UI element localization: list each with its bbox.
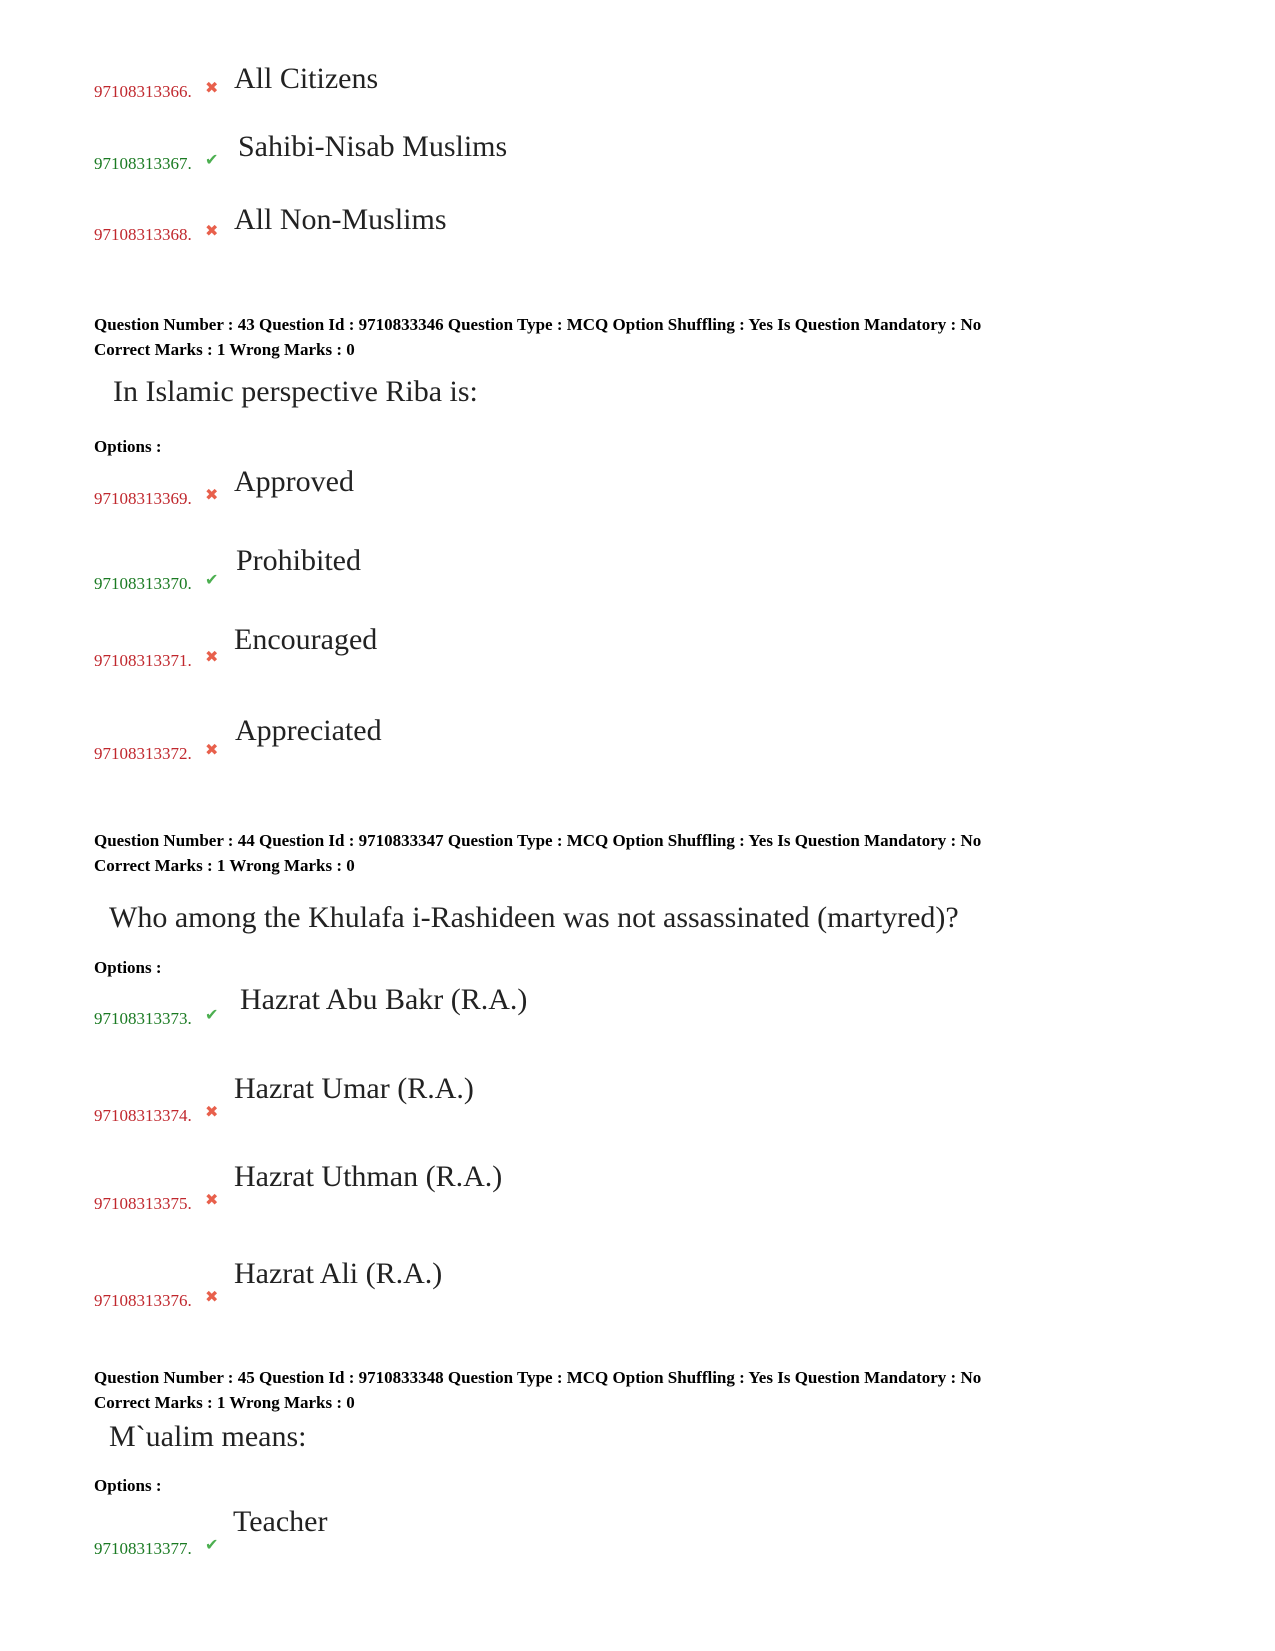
question-marks-line: Correct Marks : 1 Wrong Marks : 0 xyxy=(94,1393,355,1412)
cross-icon: ✖ xyxy=(205,1287,219,1306)
option-id: 97108313373. xyxy=(94,1009,192,1028)
question-header xyxy=(94,1365,1194,1415)
cross-icon: ✖ xyxy=(205,1190,219,1209)
cross-icon: ✖ xyxy=(205,740,219,759)
check-icon: ✔ xyxy=(205,1005,219,1024)
question-header xyxy=(94,828,1194,878)
option-text: Encouraged xyxy=(234,623,378,656)
option-id: 97108313377. xyxy=(94,1539,192,1558)
option-id: 97108313374. xyxy=(94,1106,192,1125)
option-id: 97108313371. xyxy=(94,651,192,670)
option-row xyxy=(94,1072,794,1132)
option-row xyxy=(94,1257,794,1317)
option-text: Hazrat Umar (R.A.) xyxy=(234,1072,474,1105)
option-id: 97108313375. xyxy=(94,1194,192,1213)
option-text: Hazrat Abu Bakr (R.A.) xyxy=(240,983,528,1016)
option-row xyxy=(94,1160,794,1220)
option-row xyxy=(94,714,794,774)
options-label: Options : xyxy=(94,437,162,456)
check-icon: ✔ xyxy=(205,1535,219,1554)
question-meta-line: Question Number : 45 Question Id : 9710833348 Question Type : MCQ Option Shuffling : Yes Is Question Mandatory : No xyxy=(94,1368,982,1387)
option-text: Sahibi-Nisab Muslims xyxy=(238,130,508,163)
option-row xyxy=(94,623,794,683)
option-id: 97108313376. xyxy=(94,1291,192,1310)
option-row xyxy=(94,62,794,122)
question-meta-line: Question Number : 43 Question Id : 9710833346 Question Type : MCQ Option Shuffling : Yes Is Question Mandatory : No xyxy=(94,315,982,334)
option-text: Teacher xyxy=(233,1505,328,1538)
option-row xyxy=(94,983,794,1043)
options-label: Options : xyxy=(94,1476,162,1495)
options-label: Options : xyxy=(94,958,162,977)
option-text: Hazrat Uthman (R.A.) xyxy=(234,1160,503,1193)
question-meta-line: Question Number : 44 Question Id : 9710833347 Question Type : MCQ Option Shuffling : Yes Is Question Mandatory : No xyxy=(94,831,982,850)
option-text: All Citizens xyxy=(234,62,379,95)
option-text: Appreciated xyxy=(235,714,382,747)
option-id: 97108313366. xyxy=(94,82,192,101)
option-row xyxy=(94,544,794,604)
check-icon: ✔ xyxy=(205,150,219,169)
option-text: Prohibited xyxy=(236,544,361,577)
question-marks-line: Correct Marks : 1 Wrong Marks : 0 xyxy=(94,856,355,875)
option-id: 97108313372. xyxy=(94,744,192,763)
cross-icon: ✖ xyxy=(205,221,219,240)
question-text: M`ualim means: xyxy=(109,1420,307,1453)
option-row xyxy=(94,465,794,525)
question-text: In Islamic perspective Riba is: xyxy=(113,375,478,408)
question-header xyxy=(94,312,1194,362)
option-row xyxy=(94,130,794,190)
cross-icon: ✖ xyxy=(205,78,219,97)
option-text: Approved xyxy=(234,465,354,498)
question-text: Who among the Khulafa i-Rashideen was not assassinated (martyred)? xyxy=(109,901,959,934)
question-marks-line: Correct Marks : 1 Wrong Marks : 0 xyxy=(94,340,355,359)
cross-icon: ✖ xyxy=(205,647,219,666)
cross-icon: ✖ xyxy=(205,485,219,504)
check-icon: ✔ xyxy=(205,570,219,589)
option-id: 97108313367. xyxy=(94,154,192,173)
cross-icon: ✖ xyxy=(205,1102,219,1121)
option-id: 97108313368. xyxy=(94,225,192,244)
option-id: 97108313369. xyxy=(94,489,192,508)
option-text: All Non-Muslims xyxy=(234,203,447,236)
option-row xyxy=(94,203,794,263)
option-id: 97108313370. xyxy=(94,574,192,593)
option-text: Hazrat Ali (R.A.) xyxy=(234,1257,443,1290)
option-row xyxy=(94,1505,794,1565)
